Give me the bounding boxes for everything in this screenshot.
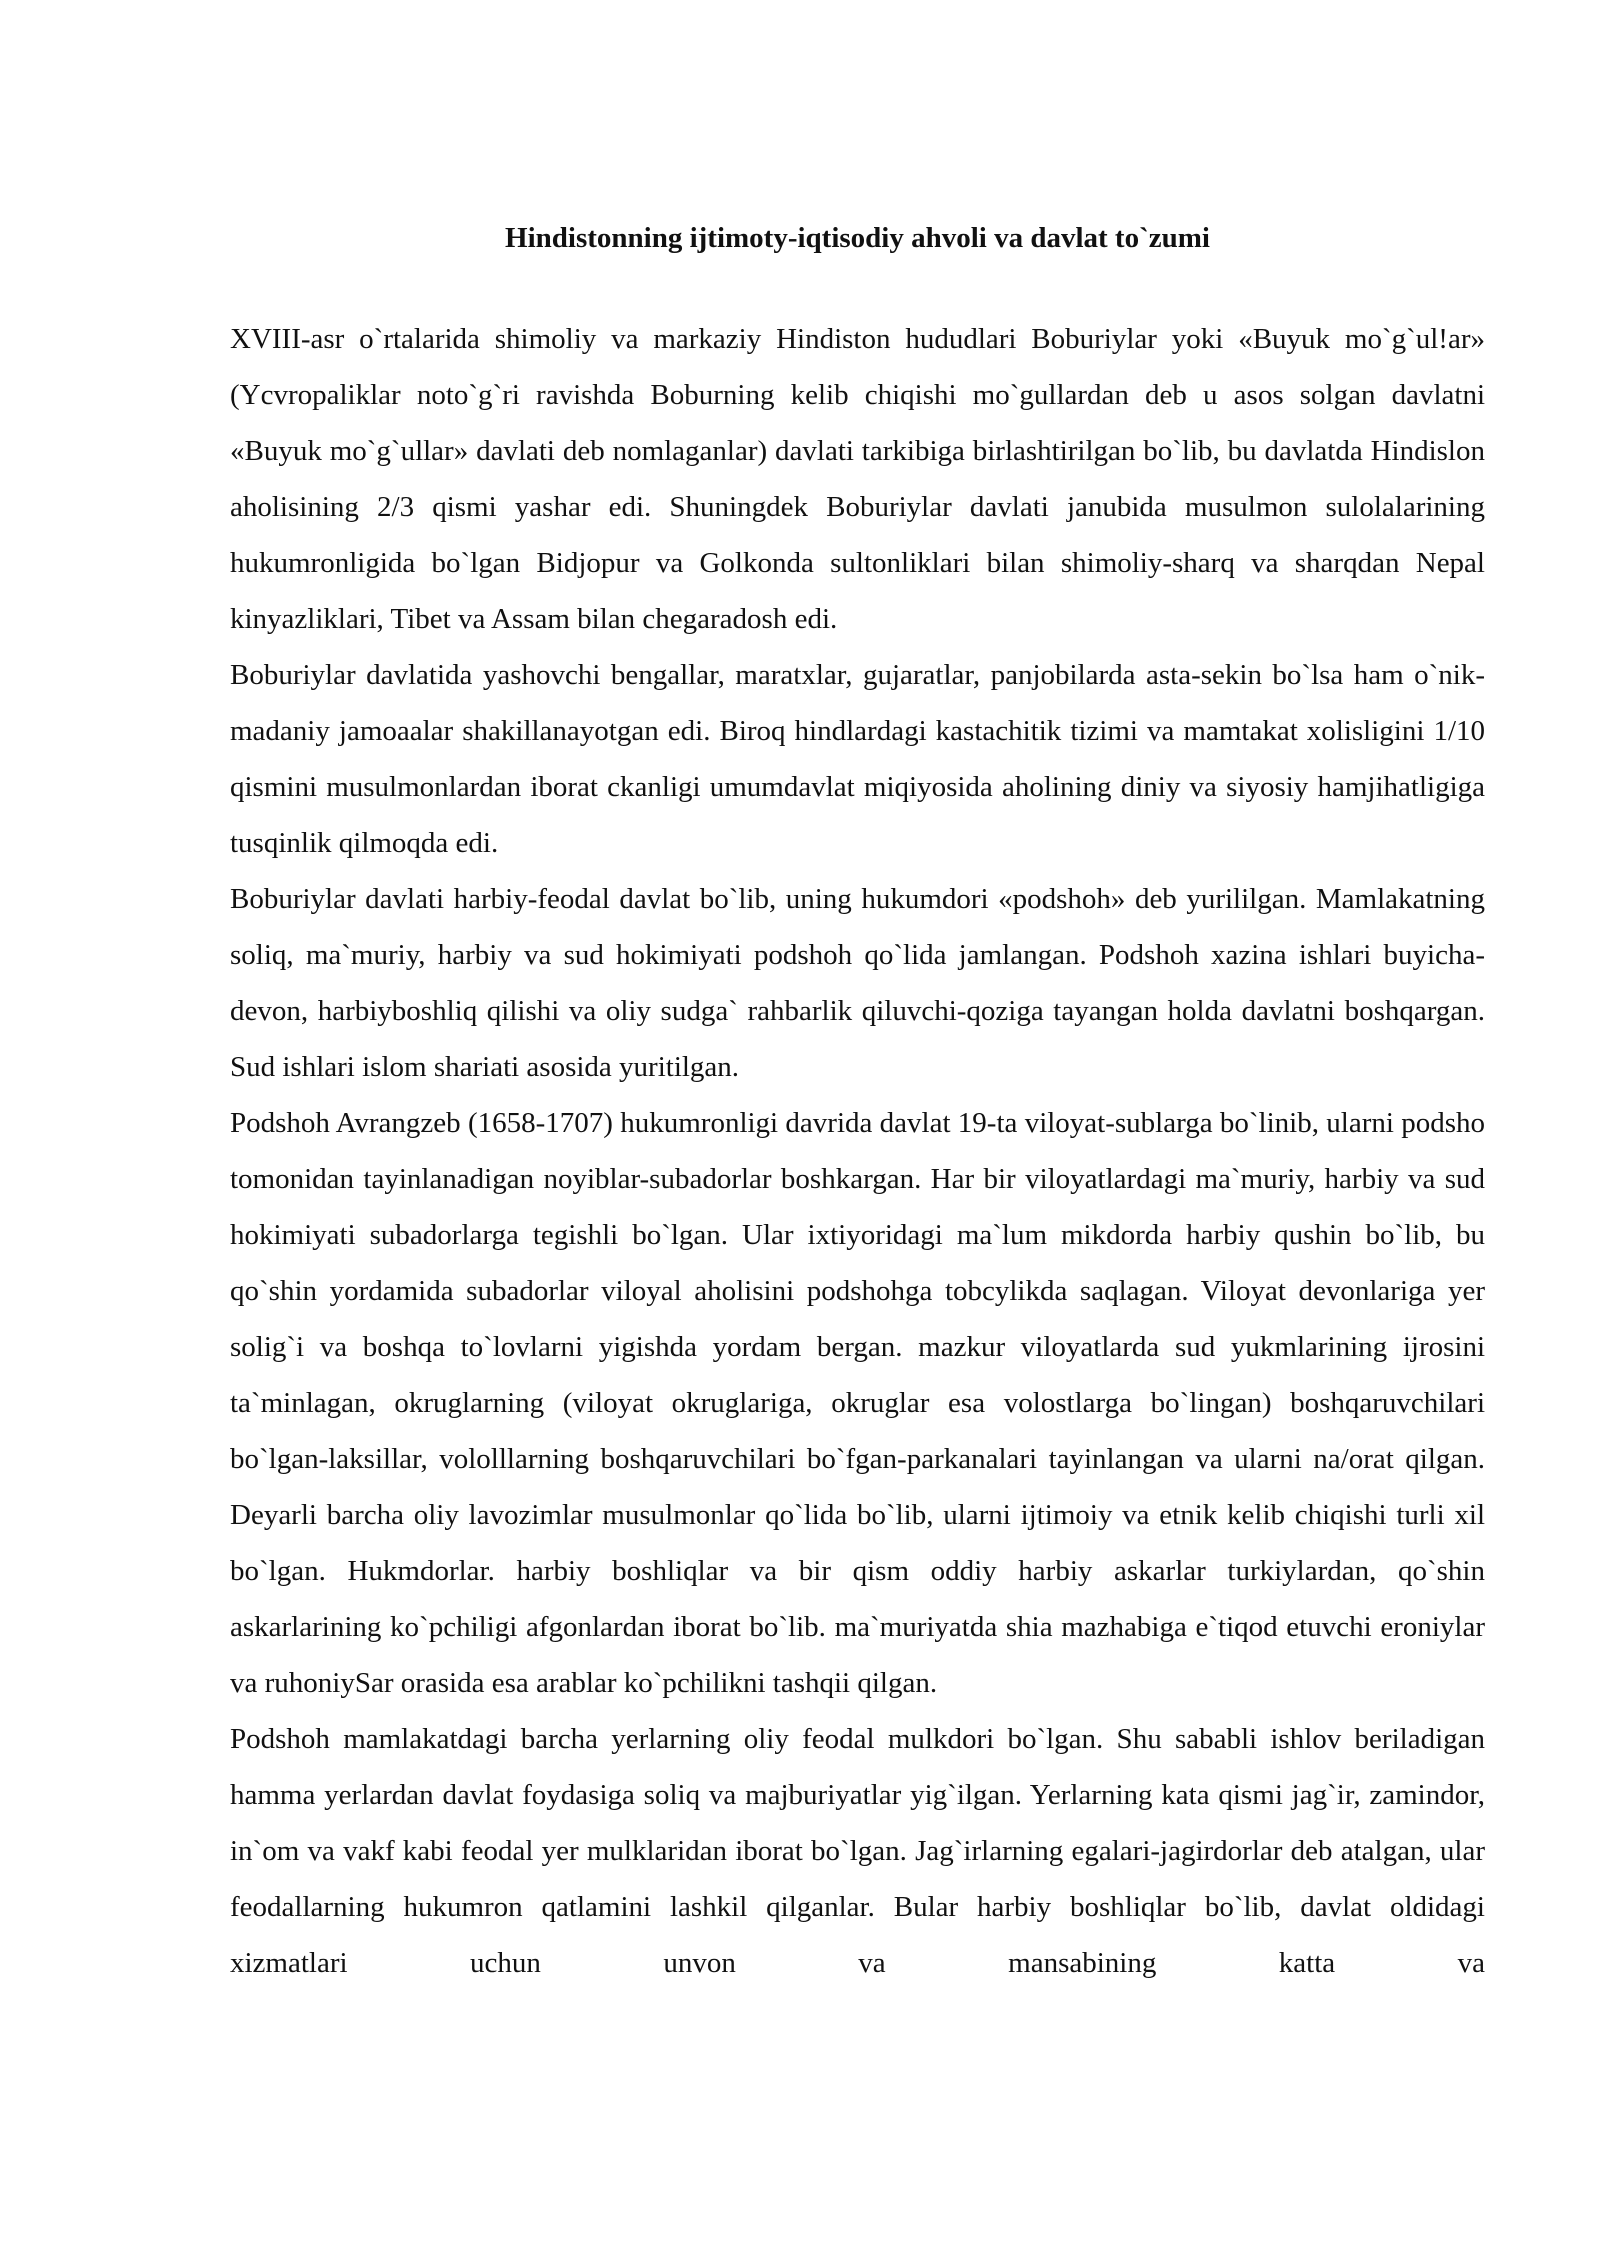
paragraph-1: XVIII-asr o`rtalarida shimoliy va markaziy Hindiston hududlari Boburiylar yoki «Buyuk mo`g`ul!ar» (Ycvropaliklar noto`g`ri ravishda Boburning kelib chiqishi mo`gullardan deb u asos solgan davlatni «Buyuk mo`g`ullar» davlati deb nomlaganlar) davlati tarkibiga birlashtirilgan bo`lib, bu davlatda Hindislon aholisining 2/3 qismi yashar edi. Shuningdek Boburiylar davlati janubida musulmon sulolalarining hukumronligida bo`lgan Bidjopur va Golkonda sultonliklari bilan shimoliy-sharq va sharqdan Nepal kinyazliklari, Tibet va Assam bilan chegaradosh edi. <box>230 323 1485 635</box>
paragraph-2: Boburiylar davlatida yashovchi bengallar, maratxlar, gujaratlar, panjobilarda asta-sekin bo`lsa ham o`nik-madaniy jamoaalar shakillanayotgan edi. Biroq hindlardagi kastachitik tizimi va mamtakat xolisligini 1/10 qismini musulmonlardan iborat ckanligi umumdavlat miqiyosida aholining diniy va siyosiy hamjihatligiga tusqinlik qilmoqda edi. <box>230 659 1485 859</box>
paragraph-5: Podshoh mamlakatdagi barcha yerlarning oliy feodal mulkdori bo`lgan. Shu sababli ishlov beriladigan hamma yerlardan davlat foydasiga soliq va majburiyatlar yig`ilgan. Yerlarning kata qismi jag`ir, zamindor, in`om va vakf kabi feodal yer mulklaridan iborat bo`lgan. Jag`irlarning egalari-jagirdorlar deb atalgan, ular feodallarning hukumron qatlamini lashkil qilganlar. Bular harbiy boshliqlar bo`lib, davlat oldidagi xizmatlari uchun unvon va mansabining katta va <box>230 1723 1485 1979</box>
document-title: Hindistonning ijtimoty-iqtisodiy ahvoli va davlat to`zumi <box>505 222 1210 254</box>
paragraph-3: Boburiylar davlati harbiy-feodal davlat bo`lib, uning hukumdori «podshoh» deb yurililgan. Mamlakatning soliq, ma`muriy, harbiy va sud hokimiyati podshoh qo`lida jamlangan. Podshoh xazina ishlari buyicha-devon, harbiyboshliq qilishi va oliy sudga` rahbarlik qiluvchi-qoziga tayangan holda davlatni boshqargan. Sud ishlari islom shariati asosida yuritilgan. <box>230 883 1485 1083</box>
document-body <box>230 311 1485 1991</box>
paragraph-4: Podshoh Avrangzeb (1658-1707) hukumronligi davrida davlat 19-ta viloyat-sublarga bo`linib, ularni podsho tomonidan tayinlanadigan noyiblar-subadorlar boshkargan. Har bir viloyatlardagi ma`muriy, harbiy va sud hokimiyati subadorlarga tegishli bo`lgan. Ular ixtiyoridagi ma`lum mikdorda harbiy qushin bo`lib, bu qo`shin yordamida subadorlar viloyal aholisini podshohga tobcylikda saqlagan. Viloyat devonlariga yer solig`i va boshqa to`lovlarni yigishda yordam bergan. mazkur viloyatlarda sud yukmlarining ijrosini ta`minlagan, okruglarning (viloyat okruglariga, okruglar esa volostlarga bo`lingan) boshqaruvchilari bo`lgan-laksillar, vololllarning boshqaruvchilari bo`fgan-parkanalari tayinlangan va ularni na/orat qilgan. Deyarli barcha oliy lavozimlar musulmonlar qo`lida bo`lib, ularni ijtimoiy va etnik kelib chiqishi turli xil bo`lgan. Hukmdorlar. harbiy boshliqlar va bir qism oddiy harbiy askarlar turkiylardan, qo`shin askarlarining ko`pchiligi afgonlardan iborat bo`lib. ma`muriyatda shia mazhabiga e`tiqod etuvchi eroniylar va ruhoniySar orasida esa arablar ko`pchilikni tashqii qilgan. <box>230 1107 1485 1699</box>
